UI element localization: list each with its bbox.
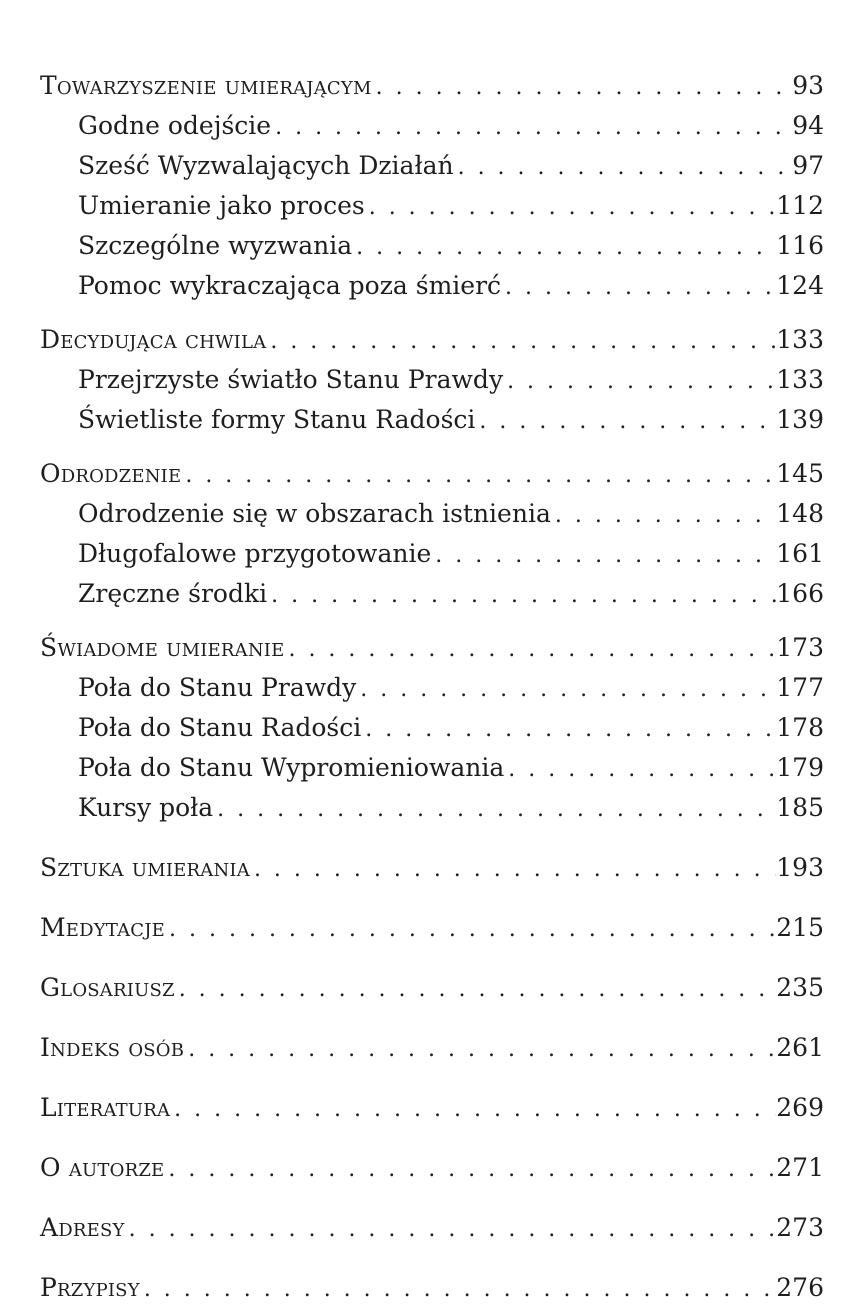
section-title: Odrodzenie się w obszarach istnienia bbox=[78, 499, 551, 528]
toc-section bbox=[40, 106, 824, 146]
chapter-title: Przypisy bbox=[40, 1273, 140, 1302]
toc-section bbox=[40, 360, 824, 400]
toc-chapter bbox=[40, 1208, 824, 1248]
dot-leader bbox=[267, 576, 776, 616]
page-number: 116 bbox=[776, 231, 824, 260]
chapter-title: Świadome umieranie bbox=[40, 633, 285, 662]
page-number: 178 bbox=[776, 713, 824, 742]
dot-leader bbox=[140, 1270, 776, 1310]
page-number: 148 bbox=[776, 499, 824, 528]
toc-section bbox=[40, 788, 824, 828]
dot-leader bbox=[170, 1090, 776, 1130]
chapter-title: Glosariusz bbox=[40, 973, 175, 1002]
toc-section bbox=[40, 266, 824, 306]
page-number: 269 bbox=[776, 1093, 824, 1122]
dot-leader bbox=[372, 68, 793, 108]
page-number: 271 bbox=[776, 1153, 824, 1182]
page-number: 215 bbox=[776, 913, 824, 942]
toc-section bbox=[40, 574, 824, 614]
page-number: 145 bbox=[776, 459, 824, 488]
page-number: 173 bbox=[776, 633, 824, 662]
dot-leader bbox=[266, 322, 776, 362]
toc-chapter bbox=[40, 1088, 824, 1128]
chapter-title: Decydująca chwila bbox=[40, 325, 267, 354]
page-number: 161 bbox=[776, 539, 824, 568]
page-number: 97 bbox=[792, 151, 824, 180]
dot-leader bbox=[504, 750, 776, 790]
toc-section bbox=[40, 668, 824, 708]
section-title: Poła do Stanu Radości bbox=[78, 713, 362, 742]
dot-leader bbox=[501, 268, 776, 308]
section-title: Kursy poła bbox=[78, 793, 214, 822]
chapter-title: Towarzyszenie umierającym bbox=[40, 71, 372, 100]
toc-chapter bbox=[40, 1028, 824, 1068]
toc-section bbox=[40, 400, 824, 440]
toc-chapter bbox=[40, 968, 824, 1008]
chapter-title: Adresy bbox=[40, 1213, 125, 1242]
dot-leader bbox=[352, 228, 776, 268]
dot-leader bbox=[551, 496, 776, 536]
page-number: 185 bbox=[776, 793, 824, 822]
section-title: Szczególne wyzwania bbox=[78, 231, 353, 260]
toc-chapter bbox=[40, 1148, 824, 1188]
section-title: Poła do Stanu Wypromieniowania bbox=[78, 753, 505, 782]
toc-chapter bbox=[40, 908, 824, 948]
dot-leader bbox=[125, 1210, 777, 1250]
dot-leader bbox=[284, 630, 776, 670]
dot-leader bbox=[184, 1030, 776, 1070]
section-title: Pomoc wykraczająca poza śmierć bbox=[78, 271, 502, 300]
section-title: Sześć Wyzwalających Działań bbox=[78, 151, 454, 180]
dot-leader bbox=[181, 456, 776, 496]
chapter-title: Odrodzenie bbox=[40, 459, 182, 488]
page-number: 139 bbox=[776, 405, 824, 434]
dot-leader bbox=[365, 188, 777, 228]
table-of-contents bbox=[40, 66, 824, 1308]
section-title: Świetliste formy Stanu Radości bbox=[78, 405, 476, 434]
page-number: 235 bbox=[776, 973, 824, 1002]
toc-chapter bbox=[40, 848, 824, 888]
dot-leader bbox=[356, 670, 776, 710]
dot-leader bbox=[503, 362, 776, 402]
section-title: Przejrzyste światło Stanu Prawdy bbox=[78, 365, 504, 394]
page-number: 93 bbox=[792, 71, 824, 100]
page-number: 276 bbox=[776, 1273, 824, 1302]
toc-chapter bbox=[40, 66, 824, 106]
toc-chapter bbox=[40, 1268, 824, 1308]
section-title: Poła do Stanu Prawdy bbox=[78, 673, 357, 702]
toc-section bbox=[40, 494, 824, 534]
dot-leader bbox=[213, 790, 776, 830]
page-number: 133 bbox=[776, 325, 824, 354]
page-number: 133 bbox=[776, 365, 824, 394]
page-number: 166 bbox=[776, 579, 824, 608]
page-number: 112 bbox=[776, 191, 824, 220]
toc-chapter bbox=[40, 628, 824, 668]
section-title: Umieranie jako proces bbox=[78, 191, 365, 220]
section-title: Długofalowe przygotowanie bbox=[78, 539, 432, 568]
dot-leader bbox=[475, 402, 776, 442]
chapter-title: Indeks osób bbox=[40, 1033, 185, 1062]
dot-leader bbox=[271, 108, 792, 148]
toc-section bbox=[40, 226, 824, 266]
dot-leader bbox=[164, 1150, 776, 1190]
section-title: Godne odejście bbox=[78, 111, 272, 140]
toc-section bbox=[40, 708, 824, 748]
page-number: 261 bbox=[776, 1033, 824, 1062]
page-number: 124 bbox=[776, 271, 824, 300]
chapter-title: Medytacje bbox=[40, 913, 166, 942]
toc-chapter bbox=[40, 454, 824, 494]
section-title: Zręczne środki bbox=[78, 579, 268, 608]
page-number: 193 bbox=[776, 853, 824, 882]
toc-chapter bbox=[40, 320, 824, 360]
dot-leader bbox=[431, 536, 776, 576]
dot-leader bbox=[175, 970, 777, 1010]
chapter-title: O autorze bbox=[40, 1153, 165, 1182]
chapter-title: Literatura bbox=[40, 1093, 171, 1122]
dot-leader bbox=[361, 710, 776, 750]
chapter-title: Sztuka umierania bbox=[40, 853, 250, 882]
page-number: 179 bbox=[776, 753, 824, 782]
toc-section bbox=[40, 146, 824, 186]
toc-section bbox=[40, 748, 824, 788]
page-number: 177 bbox=[776, 673, 824, 702]
dot-leader bbox=[454, 148, 793, 188]
page-number: 94 bbox=[792, 111, 824, 140]
page-number: 273 bbox=[776, 1213, 824, 1242]
dot-leader bbox=[165, 910, 776, 950]
toc-section bbox=[40, 186, 824, 226]
toc-section bbox=[40, 534, 824, 574]
dot-leader bbox=[250, 850, 776, 890]
